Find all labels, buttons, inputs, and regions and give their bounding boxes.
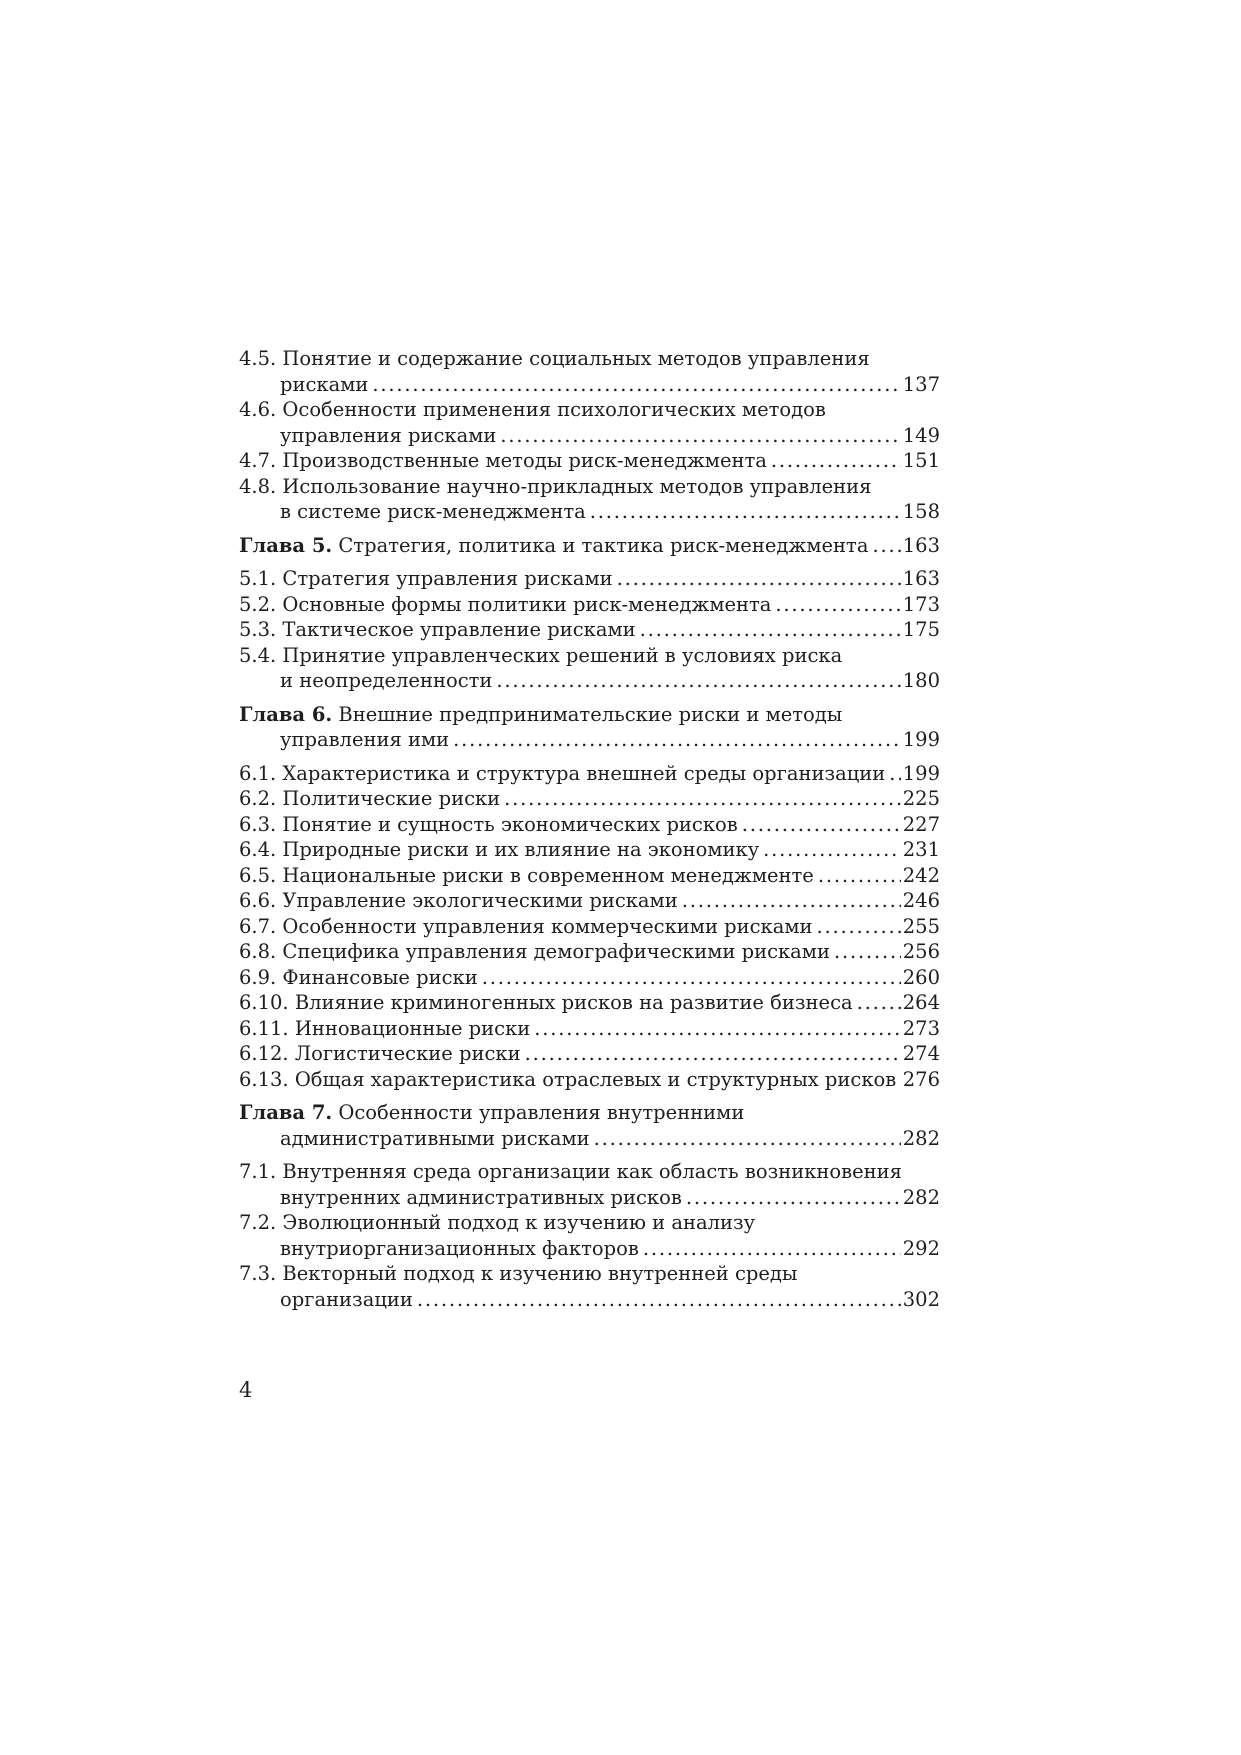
entry-title: 7.3. Векторный подход к изучению внутренней среды [239,1262,798,1285]
entry-title: 6.5. Национальные риски в современном менеджменте . . . [239,863,901,889]
toc-entry[interactable] [239,1210,940,1261]
page-ref: 158 [902,500,940,523]
entry-title: 6.1. Характеристика и структура внешней среды организации . . . [239,761,901,787]
toc-entry[interactable] [239,1041,940,1067]
entry-title: 4.7. Производственные методы риск-менеджмента . . . [239,448,901,474]
chapter-title [239,1100,744,1126]
page-ref: 137 [902,372,940,396]
chapter-name: Внешние предпринимательские риски и методы [338,702,843,726]
entry-title: 6.4. Природные риски и их влияние на экономику . . . [239,837,901,863]
toc-entry[interactable] [239,812,940,838]
toc-chapter[interactable] [239,1100,940,1151]
chapter-title [239,702,842,728]
page-ref: 276 [902,1067,940,1091]
toc-entry[interactable] [239,592,940,618]
toc-entry[interactable] [239,1159,940,1210]
entry-title: 6.9. Финансовые риски . . . [239,965,901,991]
toc-entry[interactable] [239,397,940,448]
entry-title: 7.1. Внутренняя среда организации как область возникновения [239,1160,902,1183]
entry-title: 6.13. Общая характеристика отраслевых и структурных рисков . . . [239,1067,901,1093]
entry-title-continued: внутренних административных рисков . . . [280,1185,901,1211]
page-ref: 264 [902,991,940,1014]
toc-entry[interactable] [239,448,940,474]
page-ref: 255 [902,914,940,938]
entry-title: 5.3. Тактическое управление рисками . . . [239,617,901,643]
entry-title-continued: и неопределенности . . . [280,668,901,694]
chapter-name-continued: административными рисками . . . [280,1126,901,1152]
entry-title-continued: внутриорганизационных факторов . . . [280,1236,901,1262]
entry-title: 6.8. Специфика управления демографическими рисками . . . [239,939,901,965]
page-ref: 246 [902,889,940,912]
page-ref: 163 [902,567,940,590]
toc-chapter[interactable] [239,702,940,753]
entry-title: 6.2. Политические риски . . . [239,786,901,812]
toc-entry[interactable] [239,786,940,812]
page-ref: 225 [902,787,940,810]
entry-title: 5.2. Основные формы политики риск-менеджмента . . . [239,592,901,618]
page-ref: 282 [902,1185,940,1209]
toc-entry[interactable] [239,474,940,525]
page-ref: 199 [902,761,940,785]
entry-title: 4.5. Понятие и содержание социальных методов управления [239,347,870,370]
page-ref: 302 [902,1287,940,1311]
toc-entry[interactable] [239,965,940,991]
toc-entry[interactable] [239,1067,940,1093]
chapter-title [239,533,901,559]
page-ref: 260 [902,965,940,989]
entry-title-continued: организации . . . [280,1287,901,1313]
toc-entry[interactable] [239,990,940,1016]
chapter-number: Глава 5. [239,533,333,557]
entry-title: 6.12. Логистические риски . . . [239,1041,901,1067]
page-ref: 256 [902,940,940,963]
chapter-name: Стратегия, политика и тактика риск-менеджмента [338,533,869,557]
toc-chapter[interactable] [239,533,940,559]
entry-title: 6.6. Управление экологическими рисками . . . [239,888,901,914]
page-ref: 163 [902,533,940,557]
page-ref: 227 [902,812,940,836]
page-ref: 173 [902,592,940,616]
toc-entry[interactable] [239,346,940,397]
toc-entry[interactable] [239,863,940,889]
page-ref: 149 [902,423,940,447]
chapter-name-continued: управления ими . . . [280,727,901,753]
entry-title-continued: рисками . . . [280,372,901,398]
entry-title: 5.1. Стратегия управления рисками . . . [239,566,901,592]
page-ref: 274 [902,1042,940,1065]
page-ref: 151 [902,449,940,472]
entry-title: 6.11. Инновационные риски . . . [239,1016,901,1042]
toc-entry[interactable] [239,566,940,592]
toc-entry[interactable] [239,761,940,787]
page-ref: 273 [902,1016,940,1040]
entry-title: 7.2. Эволюционный подход к изучению и анализу [239,1211,756,1234]
entry-title: 4.6. Особенности применения психологических методов [239,398,826,421]
chapter-number: Глава 7. [239,1101,333,1124]
page-ref: 175 [902,618,940,641]
entry-title: 6.3. Понятие и сущность экономических рисков . . . [239,812,901,838]
toc-entry[interactable] [239,1261,940,1312]
table-of-contents [239,346,940,1312]
toc-entry[interactable] [239,643,940,694]
entry-title-continued: управления рисками . . . [280,423,901,449]
chapter-number: Глава 6. [239,702,333,726]
page-ref: 231 [902,838,940,861]
toc-entry[interactable] [239,837,940,863]
toc-entry[interactable] [239,939,940,965]
toc-entry[interactable] [239,1016,940,1042]
entry-title: 5.4. Принятие управленческих решений в условиях риска [239,643,843,667]
toc-entry[interactable] [239,914,940,940]
entry-title: 6.7. Особенности управления коммерческими рисками . . . [239,914,901,940]
page-ref: 180 [902,669,940,692]
entry-title: 4.8. Использование научно-прикладных методов управления [239,474,872,498]
toc-entry[interactable] [239,888,940,914]
toc-entry[interactable] [239,617,940,643]
page-number: 4 [239,1378,253,1402]
entry-title-continued: в системе риск-менеджмента . . . [280,499,901,525]
entry-title: 6.10. Влияние криминогенных рисков на развитие бизнеса . . . [239,990,901,1016]
page-ref: 199 [902,728,940,751]
page-ref: 292 [902,1236,940,1260]
page-ref: 242 [902,863,940,887]
page-ref: 282 [902,1126,940,1150]
chapter-name: Особенности управления внутренними [338,1101,745,1124]
